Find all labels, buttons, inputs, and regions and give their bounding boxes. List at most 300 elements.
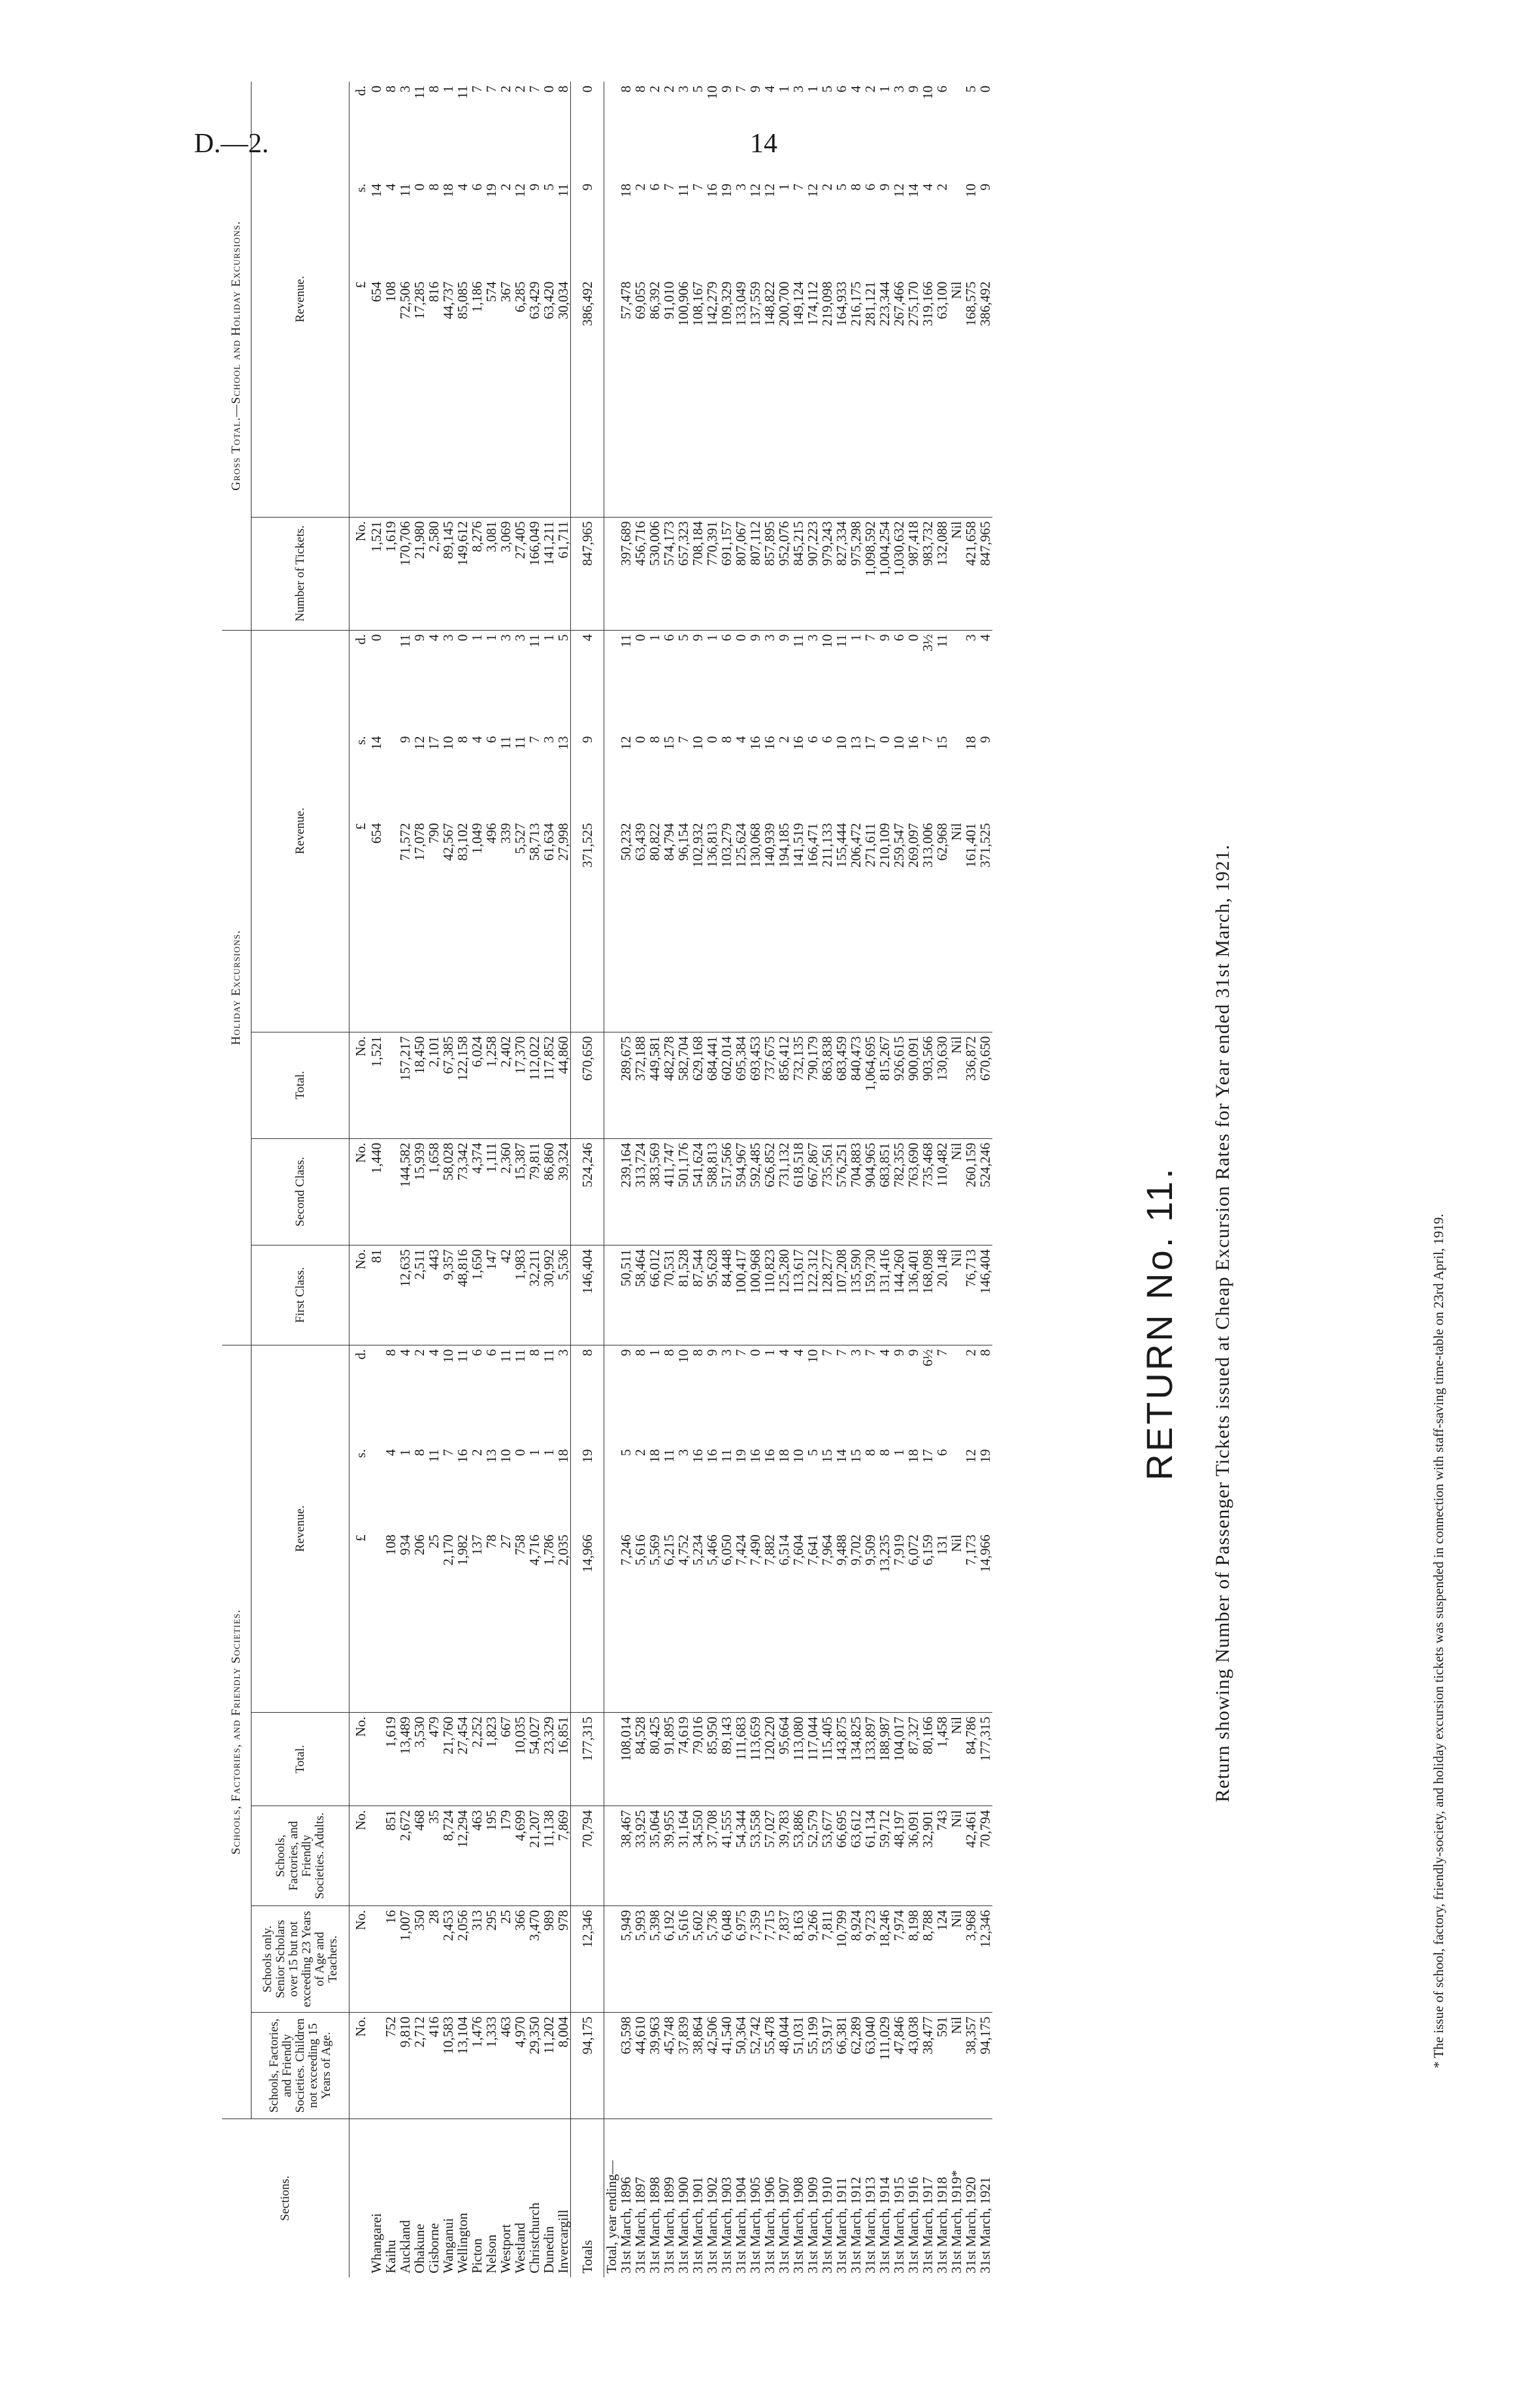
cell-senior: 1,007 [398,1906,412,2013]
cell-adults: 48,197 [892,1806,906,1906]
cell-adults: 851 [383,1806,398,1906]
cell-senior: 7,359 [748,1906,762,2013]
cell-g-rev-s: 12 [747,183,763,197]
cell-adults: 54,344 [734,1806,748,1906]
cell-senior: 18,246 [877,1906,892,2013]
cell-rev-d: 8 [977,1349,993,1357]
cell-g-rev-d: 8 [555,86,571,93]
unit-no: No. [349,1713,370,1806]
cell-senior: 989 [542,1906,556,2013]
cell-h-rev-s: 16 [747,736,763,750]
cell-total: 134,825 [849,1713,863,1806]
cell-h-rev-s: 0 [877,736,892,743]
table-row [412,82,427,2277]
cell-g-rev-s: 18 [618,183,634,197]
cell-children: 463 [498,2013,513,2119]
cell-g-rev-l: 574 [484,278,498,517]
cell-h-rev-s: 11 [498,736,513,750]
cell-total: 111,683 [734,1713,748,1806]
cell-rev-d: 8 [690,1349,706,1357]
cell-h-rev-l: 166,471 [805,819,820,1032]
cell-rev-s: 11 [661,1449,677,1462]
cell-second: 4,374 [470,1138,484,1245]
cell-g-rev-d: 1 [805,86,821,93]
table-row [498,82,513,2277]
cell-first: 87,544 [691,1245,705,1345]
cell-rev-l: 7,641 [805,1530,820,1712]
row-label: 31st March, 1908 [790,2177,806,2273]
cell-rev-d: 7 [733,1349,749,1357]
cell-rev-s: 8 [412,1449,427,1457]
cell-h-total: 1,521 [369,1032,383,1138]
cell-g-rev-l: 108 [383,278,398,517]
cell-first: 110,823 [762,1245,777,1345]
cell-total: 79,016 [691,1713,705,1806]
cell-g-rev-l: 386,492 [978,278,992,517]
cell-adults: 21,207 [527,1806,542,1906]
cell-h-total: 840,473 [849,1032,863,1138]
cell-g-rev-l: 223,344 [877,278,892,517]
cell-h-rev-l: 210,109 [877,819,892,1032]
cell-g-tickets: 132,088 [935,517,949,630]
cell-h-rev-l: 125,624 [734,819,748,1032]
cell-rev-l: 7,604 [791,1530,805,1712]
cell-g-tickets: 1,619 [383,517,398,630]
cell-rev-s: 3 [675,1449,691,1457]
cell-second: 683,851 [877,1138,892,1245]
cell-h-rev-s: 10 [834,736,849,750]
col-children: Schools, Factories, and Friendly Societies. Children not exceeding 15 Years of Age. [252,2013,349,2119]
cell-first: 135,590 [849,1245,863,1345]
empty-cell [604,1906,619,2013]
cell-first: 84,448 [719,1245,734,1345]
table-row [935,82,949,2277]
cell-rev-d: 8 [661,1349,677,1357]
cell-h-total: 737,675 [762,1032,777,1138]
cell-rev-d: 1 [762,1349,777,1357]
col-holiday-total: Total. [252,1032,349,1138]
cell-rev-s: 1 [891,1449,907,1457]
cell-rev-s: 2 [632,1449,648,1457]
cell-rev-l: 9,702 [849,1530,863,1712]
cell-rev-l: 6,159 [920,1530,935,1712]
row-label: Wellington [455,2213,470,2273]
cell-rev-d: 9 [618,1349,634,1357]
page-number: 14 [750,129,777,159]
empty-cell [604,1345,619,1445]
row-label: Dunedin [541,2226,557,2273]
cell-h-rev-d: 6 [661,634,677,642]
cell-g-rev-l: 137,559 [748,278,762,517]
cell-h-total: 6,024 [470,1032,484,1138]
cell-senior: 978 [556,1906,571,2013]
cell-h-rev-l: 155,444 [834,819,849,1032]
cell-g-rev-s: 0 [412,183,427,191]
cell-h-total: 695,384 [734,1032,748,1138]
cell-h-total: 900,091 [906,1032,920,1138]
cell-h-rev-d: 0 [632,634,648,642]
table-row [556,82,571,2277]
cell-children: 2,712 [412,2013,427,2119]
row-label: 31st March, 1909 [805,2177,821,2273]
col-sections: Sections. [222,2119,349,2278]
cell-g-rev-l: 72,506 [398,278,412,517]
cell-h-total: 683,459 [834,1032,849,1138]
cell-total: 479 [427,1713,441,1806]
cell-rev-s: 16 [455,1449,470,1463]
cell-second: 15,939 [412,1138,427,1245]
cell-h-rev-s: 16 [790,736,806,750]
cell-g-rev-s: 7 [690,183,706,191]
cell-rev-l: 934 [398,1530,412,1712]
cell-h-rev-l [383,819,398,1032]
cell-h-rev-d: 5 [675,634,691,642]
cell-rev-d: 9 [704,1349,720,1357]
cell-h-total: 122,158 [455,1032,470,1138]
cell-g-tickets: 708,184 [691,517,705,630]
cell-g-rev-d: 0 [541,86,557,93]
cell-g-tickets: 807,112 [748,517,762,630]
cell-g-rev-d: 2 [512,86,528,93]
cell-h-rev-s: 13 [848,736,864,750]
cell-g-rev-l: 816 [427,278,441,517]
cell-g-tickets: 770,391 [705,517,719,630]
cell-adults: 743 [935,1806,949,1906]
cell-rev-l: 5,234 [691,1530,705,1712]
cell-rev-l: 14,966 [978,1530,992,1712]
row-label: 31st March, 1911 [834,2177,849,2273]
cell-second: 704,883 [849,1138,863,1245]
cell-g-tickets: 845,215 [791,517,805,630]
cell-adults: 53,886 [791,1806,805,1906]
col-gross-revenue: Revenue. [252,82,349,517]
cell-rev-l: 9,488 [834,1530,849,1712]
row-label: Westport [498,2224,513,2273]
cell-h-rev-d: 11 [618,634,634,648]
excursion-table [222,82,992,2277]
cell-second: 576,251 [834,1138,849,1245]
cell-children: 62,289 [849,2013,863,2119]
cell-first: 76,713 [964,1245,978,1345]
cell-g-tickets: 987,418 [906,517,920,630]
cell-rev-d: 1 [647,1349,662,1357]
cell-h-total: 44,860 [556,1032,571,1138]
units-row [349,82,370,2277]
cell-g-rev-d: 1 [440,86,456,93]
cell-g-rev-l: 91,010 [662,278,676,517]
cell-h-rev-d: 0 [455,634,470,642]
cell-adults: 39,783 [777,1806,791,1906]
cell-h-total: 336,872 [964,1032,978,1138]
cell-first: 9,357 [441,1245,455,1345]
cell-g-rev-d: 11 [455,86,470,99]
table-row [892,82,906,2277]
table-row [791,82,805,2277]
cell-g-rev-d: 8 [632,86,648,93]
cell-first: 30,992 [542,1245,556,1345]
cell-second: 2,360 [498,1138,513,1245]
cell-h-total: 863,838 [820,1032,834,1138]
row-label: 31st March, 1899 [661,2177,677,2273]
row-label: 31st March, 1903 [719,2177,734,2273]
cell-g-tickets: 847,965 [978,517,992,630]
cell-g-rev-l: 219,098 [820,278,834,517]
cell-g-rev-s: 9 [877,183,892,191]
cell-h-total: 17,370 [513,1032,527,1138]
cell-first: 81 [369,1245,383,1345]
cell-g-rev-d: 5 [819,86,835,93]
cell-first: 113,617 [791,1245,805,1345]
row-label: 31st March, 1898 [647,2177,662,2273]
cell-h-rev-d: 11 [790,634,806,648]
cell-g-rev-d: 7 [733,86,749,93]
cell-rev-d: 4 [877,1349,892,1357]
cell-first: Nil [949,1245,964,1345]
cell-h-rev-d: 10 [819,634,835,648]
table-row [920,82,935,2277]
cell-first [383,1245,398,1345]
cell-first: 107,208 [834,1245,849,1345]
cell-h-rev-l: 17,078 [412,819,427,1032]
cell-rev-s: 5 [618,1449,634,1457]
cell-first: 81,528 [676,1245,691,1345]
unit-no: No. [349,1906,370,2013]
cell-g-rev-s: 12 [512,183,528,197]
cell-senior: 12,346 [571,1906,604,2013]
cell-h-rev-d: 11 [397,634,413,648]
cell-total: 108,014 [619,1713,633,1806]
cell-h-rev-d: 9 [877,634,892,642]
row-label: 31st March, 1896 [618,2177,634,2273]
cell-g-rev-l: 654 [369,278,383,517]
cell-total: 89,143 [719,1713,734,1806]
row-label: Invercargill [555,2209,571,2273]
cell-total: 177,315 [978,1713,992,1806]
cell-children: 591 [935,2013,949,2119]
cell-total: 1,823 [484,1713,498,1806]
cell-rev-s: 18 [905,1449,921,1463]
cell-g-rev-s: 12 [805,183,821,197]
cell-total: 16,851 [556,1713,571,1806]
cell-total: 80,425 [647,1713,662,1806]
cell-rev-s: 8 [862,1449,878,1457]
cell-g-rev-s: 2 [934,183,950,191]
cell-h-rev-s: 8 [719,736,734,743]
cell-children: 50,364 [734,2013,748,2119]
cell-first: 5,536 [556,1245,571,1345]
cell-rev-l: 2,170 [441,1530,455,1712]
cell-g-rev-s: 4 [383,183,398,191]
cell-senior: 6,192 [662,1906,676,2013]
cell-h-rev-d: 3 [440,634,456,642]
cell-h-rev-d: 6 [719,634,734,642]
cell-g-rev-l: 200,700 [777,278,791,517]
cell-senior: 3,470 [527,1906,542,2013]
cell-second: 86,860 [542,1138,556,1245]
empty-cell [604,2013,619,2119]
cell-rev-l: 5,616 [633,1530,647,1712]
cell-h-rev-l: 71,572 [398,819,412,1032]
cell-second: 524,246 [978,1138,992,1245]
col-second-class: Second Class. [252,1138,349,1245]
cell-senior: 295 [484,1906,498,2013]
cell-rev-d: 7 [834,1349,849,1357]
cell-h-rev-s: 17 [426,736,442,750]
cell-h-rev-d: 3 [512,634,528,642]
cell-g-rev-d: 5 [963,86,979,93]
cell-rev-s: 16 [747,1449,763,1463]
cell-g-rev-s: 11 [675,183,691,197]
cell-g-rev-d: 2 [661,86,677,93]
cell-g-tickets: 3,081 [484,517,498,630]
cell-total: 95,664 [777,1713,791,1806]
cell-h-rev-s: 11 [512,736,528,750]
cell-rev-d: 9 [905,1349,921,1357]
unit-no: No. [349,517,370,630]
cell-children: 29,350 [527,2013,542,2119]
cell-g-rev-s: 16 [704,183,720,197]
cell-rev-l: 206 [412,1530,427,1712]
cell-g-rev-s: 12 [762,183,777,197]
col-first-class: First Class. [252,1245,349,1345]
cell-rev-s: 1 [541,1449,557,1457]
cell-rev-s [949,1445,964,1531]
cell-h-total: 117,852 [542,1032,556,1138]
cell-adults: 42,461 [964,1806,978,1906]
cell-g-tickets: 1,521 [369,517,383,630]
cell-g-rev-s: 12 [891,183,907,197]
cell-g-tickets: 691,157 [719,517,734,630]
cell-h-rev-d: 4 [426,634,442,642]
cell-rev-s: 8 [877,1449,892,1457]
cell-h-rev-d: 1 [541,634,557,642]
cell-g-rev-l: 281,121 [863,278,877,517]
cell-g-rev-d: 3 [397,86,413,93]
cell-g-rev-s: 4 [920,183,935,191]
cell-h-total: 856,412 [777,1032,791,1138]
cell-children: 48,044 [777,2013,791,2119]
cell-senior: 8,924 [849,1906,863,2013]
cell-children: 63,598 [619,2013,633,2119]
cell-h-rev-d: 11 [934,634,950,648]
cell-h-rev-s: 17 [862,736,878,750]
cell-first: 136,401 [906,1245,920,1345]
cell-second: 763,690 [906,1138,920,1245]
cell-h-rev-l: 259,547 [892,819,906,1032]
cell-first: 1,650 [470,1245,484,1345]
cell-g-tickets: 27,405 [513,517,527,630]
cell-g-rev-d: 8 [383,86,398,93]
cell-rev-s: 10 [498,1449,513,1463]
cell-h-rev-d: 1 [483,634,499,642]
cell-h-rev-s: 9 [977,736,993,743]
table-row [849,82,863,2277]
cell-h-total: 903,566 [920,1032,935,1138]
cell-h-rev-s: 7 [527,736,542,743]
cell-h-total: 684,441 [705,1032,719,1138]
cell-h-rev-l: Nil [949,819,964,1032]
cell-children: 111,029 [877,2013,892,2119]
cell-g-rev-s: 19 [483,183,499,197]
cell-rev-l: 4,752 [676,1530,691,1712]
table-row [662,82,676,2277]
cell-g-tickets: 983,732 [920,517,935,630]
cell-rev-l: 2,035 [556,1530,571,1712]
table-row [484,82,498,2277]
cell-h-rev-s: 9 [397,736,413,743]
cell-h-total: 1,258 [484,1032,498,1138]
cell-adults: 7,869 [556,1806,571,1906]
cell-second: 541,624 [691,1138,705,1245]
cell-g-rev-l: 44,737 [441,278,455,517]
cell-g-tickets: 166,049 [527,517,542,630]
cell-adults: 12,294 [455,1806,470,1906]
cell-adults: 61,134 [863,1806,877,1906]
cell-h-rev-s: 4 [469,736,485,743]
cell-total: Nil [949,1713,964,1806]
row-label: 31st March, 1910 [819,2177,835,2273]
cell-g-tickets: 574,173 [662,517,676,630]
cell-h-total: 2,402 [498,1032,513,1138]
cell-adults: 35,064 [647,1806,662,1906]
empty-cell [604,819,619,1032]
cell-h-total: 693,453 [748,1032,762,1138]
cell-rev-l: 14,966 [571,1530,604,1712]
cell-h-rev-l: 371,525 [571,819,604,1032]
cell-rev-s: 4 [383,1449,398,1457]
cell-g-tickets: 421,658 [964,517,978,630]
cell-senior: 10,799 [834,1906,849,2013]
cell-adults [369,1806,383,1906]
group-gross: Gross Total.—School and Holiday Excursions. [222,82,252,630]
cell-rev-s: 16 [762,1449,777,1463]
cell-second: 1,658 [427,1138,441,1245]
row-label: 31st March, 1914 [877,2177,892,2273]
cell-g-rev-d: 0 [368,86,384,93]
cell-g-rev-d: 9 [905,86,921,93]
cell-h-rev-d: 1 [647,634,662,642]
cell-h-rev-s: 3 [541,736,557,743]
cell-rev-s: 19 [977,1449,993,1463]
cell-second: 592,485 [748,1138,762,1245]
year-heading: Total, year ending— [604,2160,619,2273]
cell-h-rev-s: 2 [776,736,792,743]
cell-h-total [383,1032,398,1138]
cell-children: 10,583 [441,2013,455,2119]
cell-g-rev-s: 6 [862,183,878,191]
cell-first: 125,280 [777,1245,791,1345]
cell-rev-d: 8 [632,1349,648,1357]
cell-h-rev-d: 7 [862,634,878,642]
cell-g-rev-l: 275,170 [906,278,920,517]
cell-h-total: 2,101 [427,1032,441,1138]
cell-h-total: 790,179 [805,1032,820,1138]
cell-g-rev-s: 14 [905,183,921,197]
cell-h-rev-l: 5,527 [513,819,527,1032]
cell-children: Nil [949,2013,964,2119]
cell-h-rev-d: 0 [733,634,749,642]
cell-senior: 7,811 [820,1906,834,2013]
cell-children: 45,748 [662,2013,676,2119]
cell-h-rev-d [383,630,398,732]
cell-g-rev-l: 100,906 [676,278,691,517]
cell-rev-l: 108 [383,1530,398,1712]
row-label: 31st March, 1900 [675,2177,691,2273]
cell-h-rev-l: 42,567 [441,819,455,1032]
cell-h-rev-d: 1 [704,634,720,642]
cell-g-tickets: 827,334 [834,517,849,630]
cell-g-tickets: 952,076 [777,517,791,630]
